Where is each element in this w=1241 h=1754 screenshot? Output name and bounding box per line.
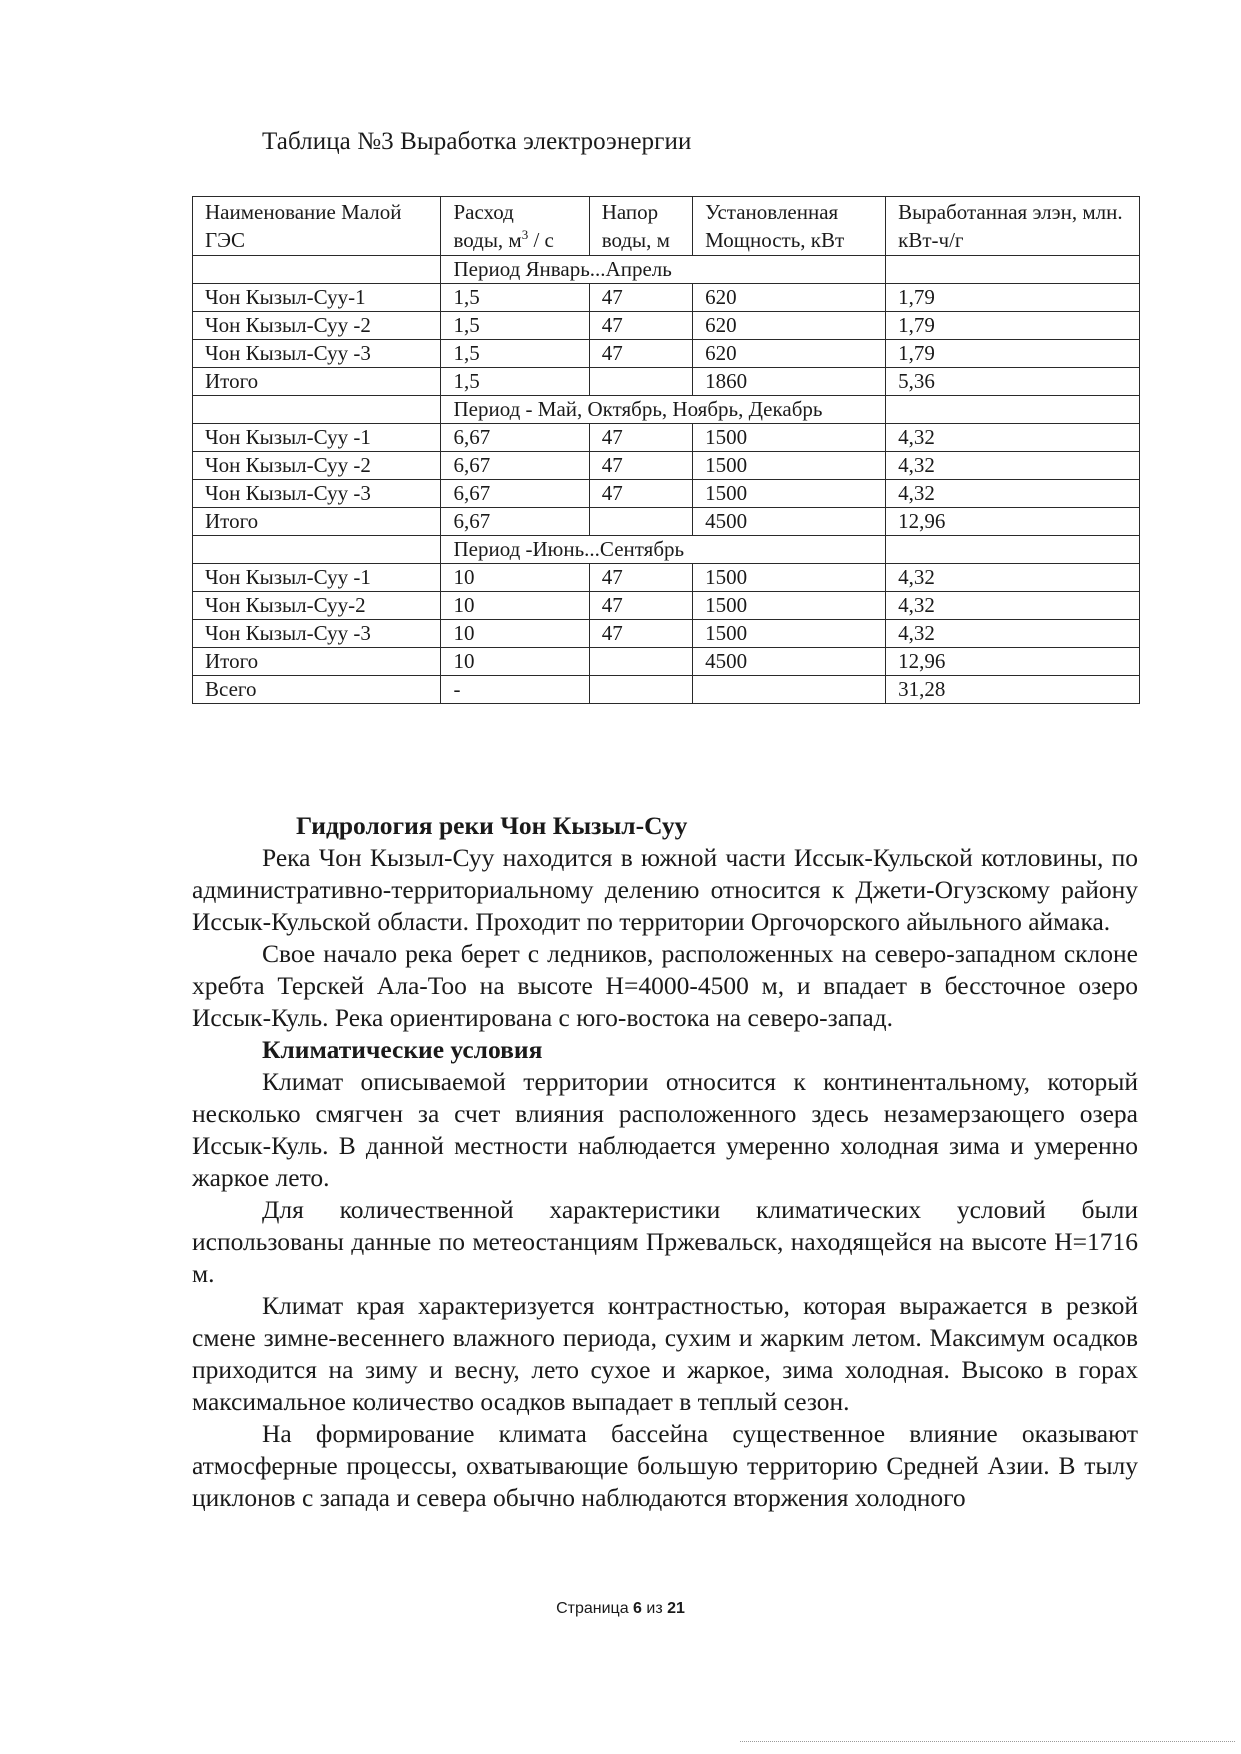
cell-name: Чон Кызыл-Суу -3 [193,480,441,508]
period-label: Период Январь...Апрель [441,256,886,284]
paragraph: Для количественной характеристики климатических условий были использованы данные по метеостанциям Пржевальск, находящейся на высоте H=1716 м. [192,1195,1138,1288]
empty-cell [886,396,1140,424]
table-row [193,480,1140,508]
cell-name: Всего [193,676,441,704]
footer-prefix: Страница [556,1600,634,1617]
cell-flow: 10 [441,592,589,620]
cell-output: 1,79 [886,284,1140,312]
period-row [193,396,1140,424]
cell-head: 47 [589,340,692,368]
cell-output: 4,32 [886,592,1140,620]
subtotal-row [193,368,1140,396]
cell-flow: 1,5 [441,340,589,368]
cell-head: 47 [589,592,692,620]
cell-head: 47 [589,424,692,452]
table-row [193,312,1140,340]
header-flow: Расход воды, $м^3$ / с [441,197,589,256]
cell-output: 12,96 [886,648,1140,676]
cell-name: Чон Кызыл-Суу-2 [193,592,441,620]
cell-power: 1500 [693,592,886,620]
cell-flow: 1,5 [441,368,589,396]
cell-output: 4,32 [886,620,1140,648]
cell-flow: 10 [441,564,589,592]
paragraph: Климат описываемой территории относится к континентальному, который несколько смягчен за счет влияния расположенного здесь незамерзающего озера Иссык-Куль. В данной местности наблюдается умеренно холодная зима и умеренно жаркое лето. [192,1067,1138,1192]
cell-output: 4,32 [886,480,1140,508]
empty-cell [193,536,441,564]
section-title-climate: Климатические условия [262,1035,543,1064]
cell-output: 12,96 [886,508,1140,536]
cell-head: 47 [589,452,692,480]
cell-head: 47 [589,284,692,312]
cell-power: 1500 [693,480,886,508]
cell-flow: 6,67 [441,508,589,536]
cell-name: Чон Кызыл-Суу -1 [193,564,441,592]
cell-head [589,368,692,396]
cell-name: Чон Кызыл-Суу -3 [193,340,441,368]
cell-flow: 1,5 [441,312,589,340]
subtotal-row [193,648,1140,676]
table-row [193,620,1140,648]
power-generation-table [192,196,1140,704]
page-footer [0,1600,1241,1618]
cell-flow: 6,67 [441,452,589,480]
period-label: Период - Май, Октябрь, Ноябрь, Декабрь [441,396,886,424]
grand-total-row [193,676,1140,704]
cell-name: Чон Кызыл-Суу -1 [193,424,441,452]
cell-power [693,676,886,704]
cell-head [589,676,692,704]
paragraph: На формирование климата бассейна существенное влияние оказывают атмосферные процессы, охватывающие большую территорию Средней Азии. В тылу циклонов с запада и севера обычно наблюдаются вторжения холодного [192,1419,1138,1512]
cell-output: 4,32 [886,424,1140,452]
cell-output: 31,28 [886,676,1140,704]
paragraph: Свое начало река берет с ледников, расположенных на северо-западном склоне хребта Терскей Ала-Тоо на высоте H=4000-4500 м, и впадает в бессточное озеро Иссык-Куль. Река ориентирована с юго-востока на северо-запад. [192,939,1138,1032]
paragraph: Климат края характеризуется контрастностью, которая выражается в резкой смене зимне-весеннего влажного периода, сухим и жарким летом. Максимум осадков приходится на зиму и весну, лето сухое и жаркое, зима холодная. Высоко в горах максимальное количество осадков выпадает в теплый сезон. [192,1291,1138,1416]
table-row [193,284,1140,312]
period-label: Период -Июнь...Сентябрь [441,536,886,564]
cell-power: 1500 [693,452,886,480]
cell-flow: 10 [441,620,589,648]
cell-output: 4,32 [886,452,1140,480]
section-title-hydrology: Гидрология реки Чон Кызыл-Суу [296,811,688,840]
cell-head: 47 [589,312,692,340]
empty-cell [886,536,1140,564]
cell-flow: 6,67 [441,480,589,508]
header-power: Установленная Мощность, кВт [693,197,886,256]
empty-cell [886,256,1140,284]
empty-cell [193,396,441,424]
cell-name: Итого [193,508,441,536]
cell-head: 47 [589,480,692,508]
table-row [193,452,1140,480]
cell-power: 4500 [693,508,886,536]
cell-power: 620 [693,312,886,340]
cell-output: 1,79 [886,312,1140,340]
cell-name: Чон Кызыл-Суу-1 [193,284,441,312]
table-row [193,592,1140,620]
cell-head [589,508,692,536]
cell-name: Чон Кызыл-Суу -2 [193,312,441,340]
header-name: Наименование Малой ГЭС [193,197,441,256]
subtotal-row [193,508,1140,536]
cell-head: 47 [589,564,692,592]
table-row [193,564,1140,592]
page-total: 21 [667,1600,685,1617]
cell-power: 620 [693,284,886,312]
page-number: 6 [633,1600,642,1617]
cell-name: Чон Кызыл-Суу -2 [193,452,441,480]
table-row [193,424,1140,452]
cell-power: 4500 [693,648,886,676]
table-row [193,340,1140,368]
cell-output: 4,32 [886,564,1140,592]
cell-power: 1500 [693,620,886,648]
cell-head: 47 [589,620,692,648]
period-row [193,256,1140,284]
footer-middle: из [641,1600,668,1617]
cell-flow: - [441,676,589,704]
cell-power: 1500 [693,564,886,592]
scan-artifact-line [740,1741,1235,1743]
cell-flow: 1,5 [441,284,589,312]
cell-name: Итого [193,368,441,396]
table-caption: Таблица №3 Выработка электроэнергии [262,128,692,155]
cell-output: 1,79 [886,340,1140,368]
period-row [193,536,1140,564]
cell-power: 1500 [693,424,886,452]
empty-cell [193,256,441,284]
cell-name: Итого [193,648,441,676]
cell-output: 5,36 [886,368,1140,396]
cell-flow: 10 [441,648,589,676]
header-output: Выработанная элэн, млн. кВт-ч/г [886,197,1140,256]
cell-power: 1860 [693,368,886,396]
body-text [192,810,1138,1514]
table-header-row [193,197,1140,256]
cell-flow: 6,67 [441,424,589,452]
paragraph: Река Чон Кызыл-Суу находится в южной части Иссык-Кульской котловины, по административно-территориальному делению относится к Джети-Огузскому району Иссык-Кульской области. Проходит по территории Оргочорского айыльного аймака. [192,843,1138,936]
cell-name: Чон Кызыл-Суу -3 [193,620,441,648]
cell-head [589,648,692,676]
header-head: Напор воды, м [589,197,692,256]
cell-power: 620 [693,340,886,368]
